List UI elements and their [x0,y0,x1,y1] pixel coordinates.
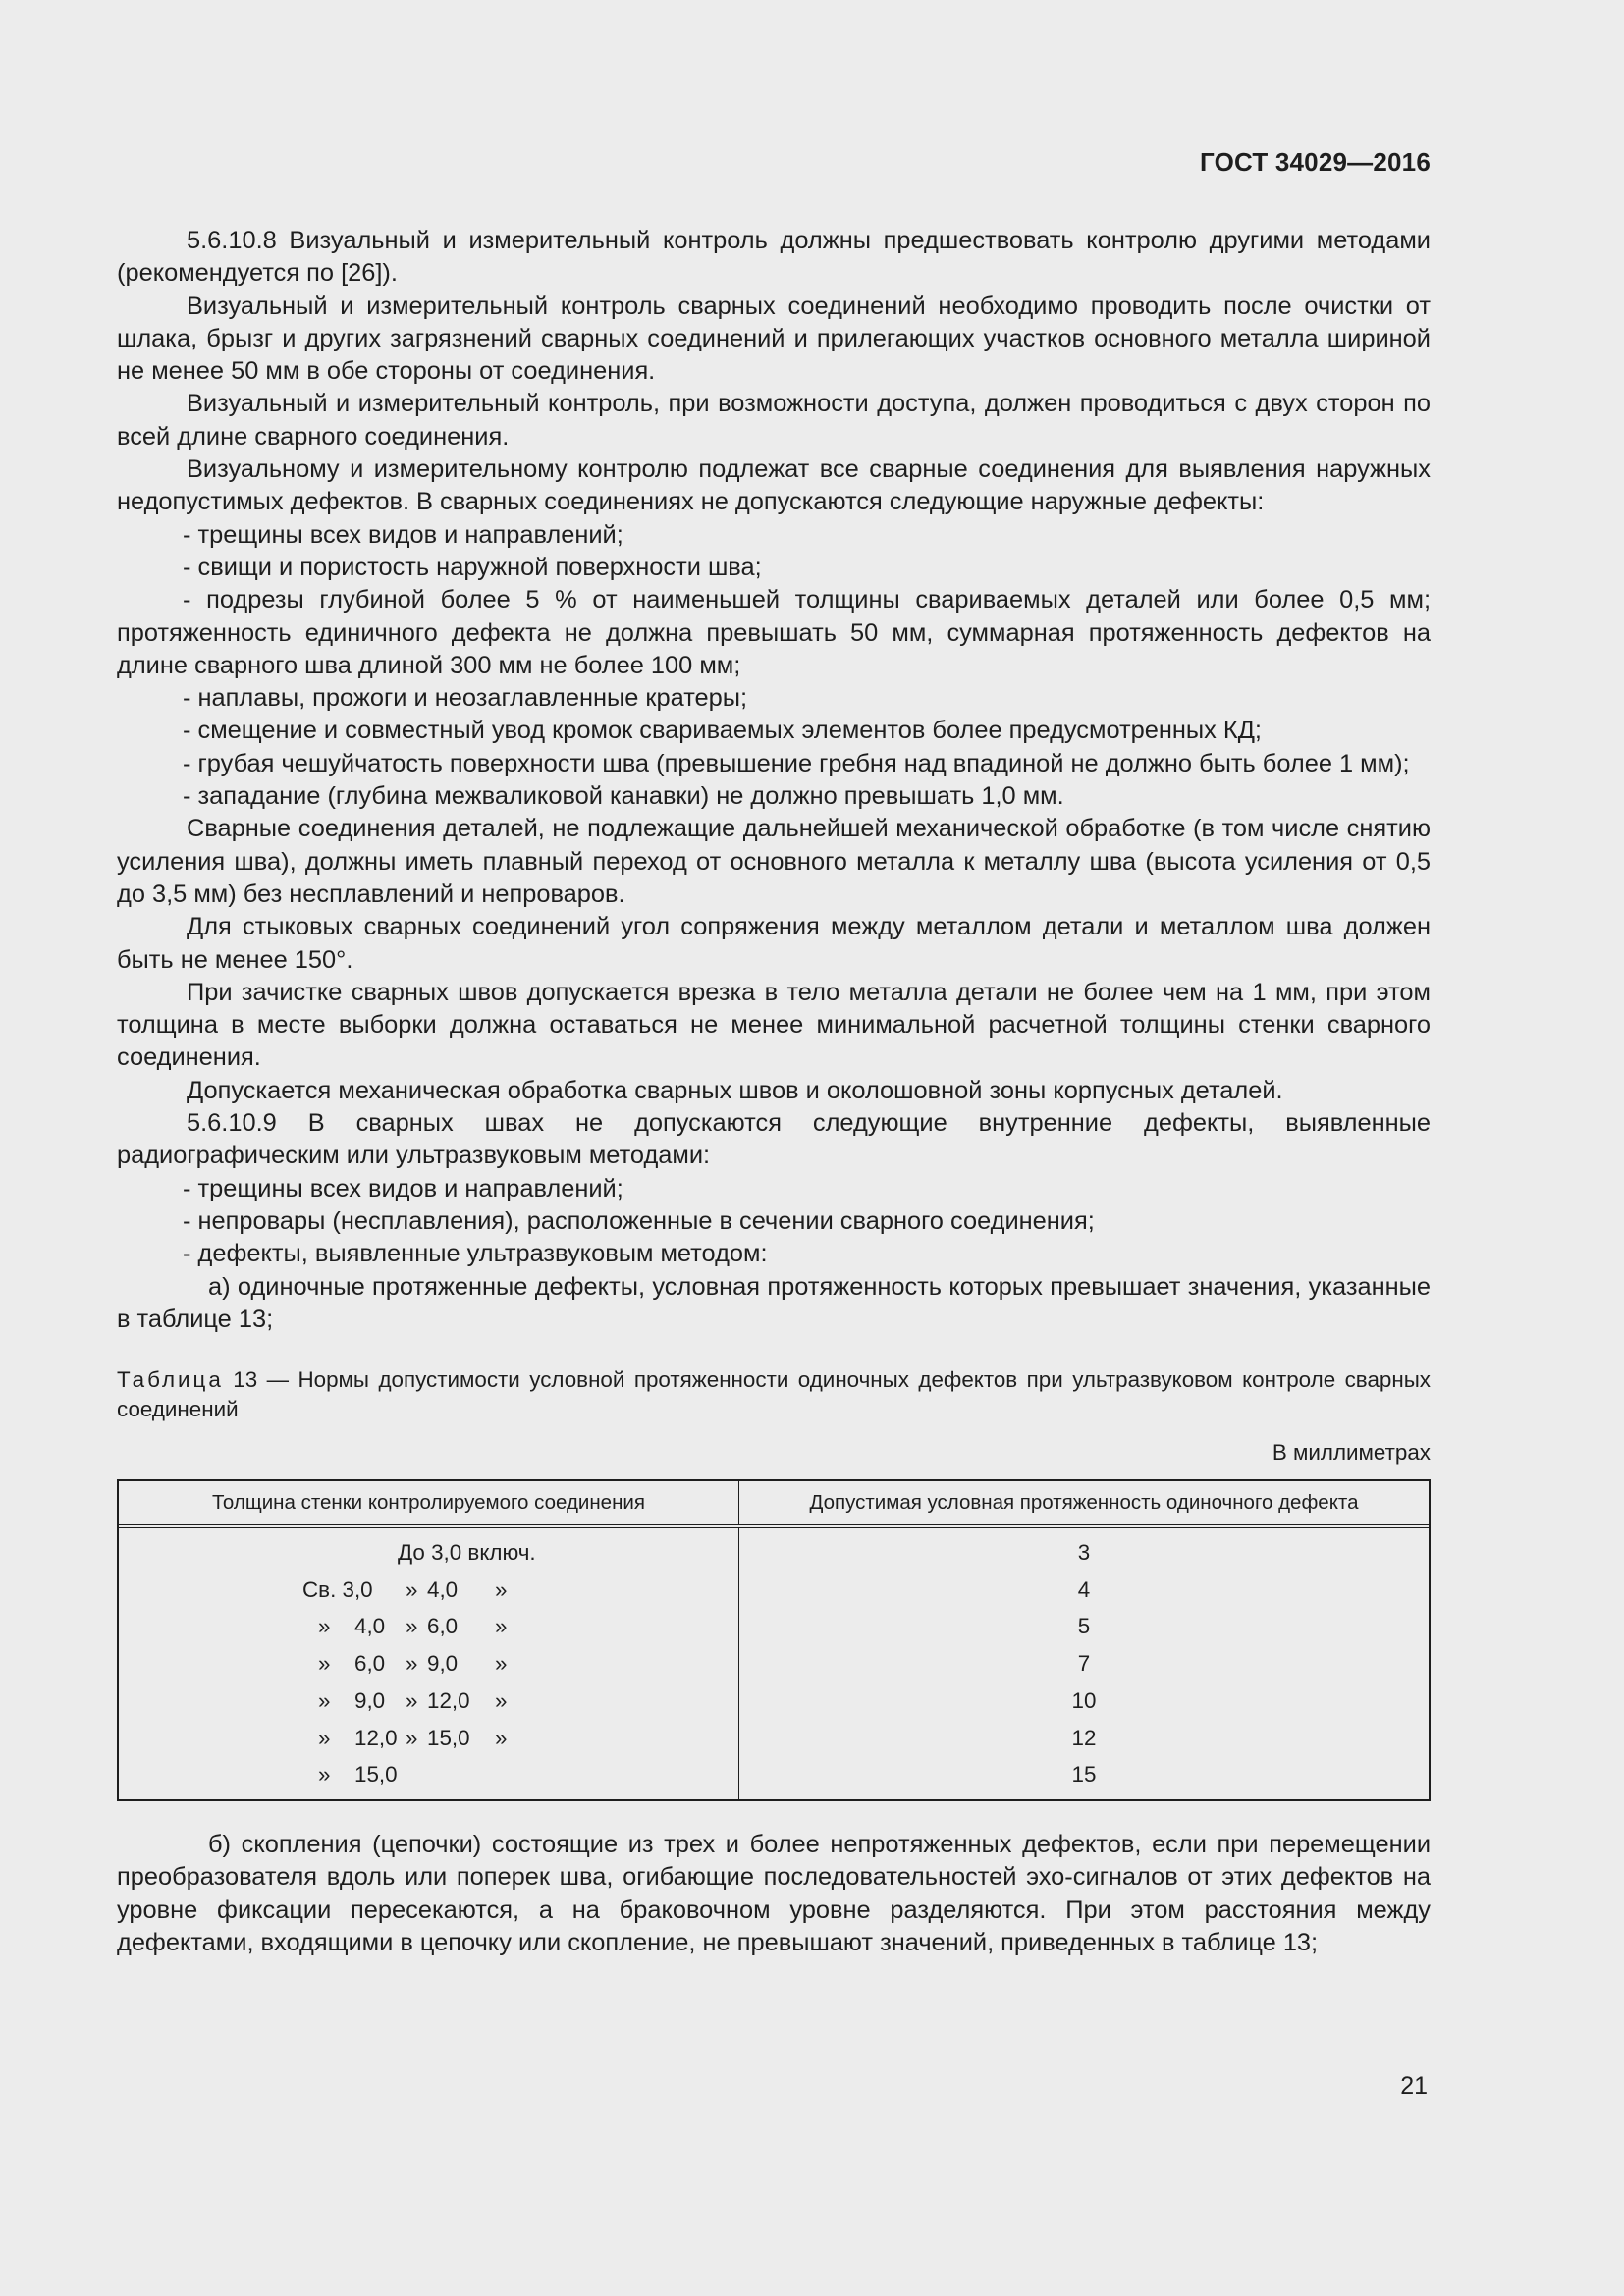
table-units: В миллиметрах [1272,1440,1431,1466]
page-number: 21 [1400,2072,1428,2100]
thickness-cell: » [406,1725,418,1750]
paragraph: а) одиночные протяженные дефекты, условная протяженность которых превышает значения, указанные в таблице 13; [117,1272,1431,1333]
list-item: - грубая чешуйчатость поверхности шва (превышение гребня над впадиной не должно быть более 1 мм); [183,749,1410,777]
length-cell: 4 [1077,1576,1091,1602]
thickness-cell: 6,0 [427,1614,459,1639]
thickness-cell: » [406,1576,418,1602]
length-cell: 10 [1071,1687,1097,1713]
paragraphs [117,225,1431,1336]
table-row [119,1756,738,1793]
paragraph: 5.6.10.9 В сварных швах не допускаются следующие внутренние дефекты, выявленные радиографическим или ультразвуковым методами: [117,1109,1431,1170]
table-header-length: Допустимая условная протяженность одиночного дефекта [809,1491,1359,1515]
thickness-cell: » [495,1725,508,1750]
paragraph: 5.6.10.8 Визуальный и измерительный контроль должны предшествовать контролю другими методами (рекомендуется по [26]). [117,227,1431,288]
table-row [119,1645,738,1682]
document-code: ГОСТ 34029—2016 [1200,147,1431,177]
thickness-cell: 4,0 [354,1614,386,1639]
thickness-cell: » [318,1762,331,1788]
thickness-cell: » [406,1687,418,1713]
paragraph: Визуальный и измерительный контроль сварных соединений необходимо проводить после очистки от шлака, брызг и других загрязнений сварных соединений и прилегающих участков основного металла шириной не менее 50 мм в обе стороны от соединения. [117,292,1431,386]
list-item: - дефекты, выявленные ультразвуковым методом: [183,1240,768,1268]
thickness-cell: 12,0 [427,1687,470,1713]
table-row [119,1572,738,1609]
list-item: - свищи и пористость наружной поверхности шва; [183,553,762,581]
table-body [119,1528,1429,1799]
list-item: - западание (глубина межваликовой канавки) не должно превышать 1,0 мм. [183,782,1064,811]
thickness-cell: » [495,1687,508,1713]
length-cell: 7 [1077,1651,1091,1677]
document-body [117,225,1431,1959]
paragraph: Для стыковых сварных соединений угол сопряжения между металлом детали и металлом шва должен быть не менее 150°. [117,913,1431,974]
thickness-cell: » [318,1687,331,1713]
length-cell: 5 [1077,1614,1091,1639]
paragraph: При зачистке сварных швов допускается врезка в тело металла детали не более чем на 1 мм, при этом толщина в месте выборки должна оставаться не менее минимальной расчетной толщины стенки сварного соединения. [117,978,1431,1072]
list-item: - подрезы глубиной более 5 % от наименьшей толщины свариваемых деталей или более 0,5 мм; протяженность единичного дефекта не должна превышать 50 мм, суммарная протяженность дефектов на длине сварного шва длиной 300 мм не более 100 мм; [117,586,1431,679]
thickness-cell: » [318,1725,331,1750]
length-cell: 12 [1071,1725,1097,1750]
paragraph: Визуальному и измерительному контролю подлежат все сварные соединения для выявления наружных недопустимых дефектов. В сварных соединениях не допускаются следующие наружные дефекты: [117,455,1431,516]
paragraph: Сварные соединения деталей, не подлежащие дальнейшей механической обработке (в том числе снятию усиления шва), должны иметь плавный переход от основного металла к металлу шва (высота усиления от 0,5 до 3,5 мм) без несплавлений и непроваров. [117,815,1431,908]
table-row [119,1720,738,1757]
table-caption [117,1365,1431,1424]
length-cell: 3 [1077,1540,1091,1566]
list-item: - трещины всех видов и направлений; [183,1174,623,1202]
thickness-cell: 12,0 [354,1725,398,1750]
thickness-cell: 15,0 [354,1762,398,1788]
length-column [739,1528,1429,1799]
thickness-cell: » [495,1614,508,1639]
list-item: - наплавы, прожоги и неозаглавленные кратеры; [183,684,748,713]
thickness-cell: Св. 3,0 [302,1576,373,1602]
thickness-cell: » [495,1651,508,1677]
thickness-cell: » [406,1651,418,1677]
thickness-cell: До 3,0 включ. [398,1540,536,1566]
table-header-row [119,1481,1429,1528]
defect-norms-table [117,1479,1431,1801]
paragraph: Визуальный и измерительный контроль, при возможности доступа, должен проводиться с двух сторон по всей длине сварного соединения. [117,390,1431,451]
list-item: - непровары (несплавления), расположенные в сечении сварного соединения; [183,1206,1095,1235]
thickness-cell: 15,0 [427,1725,470,1750]
table-header-thickness: Толщина стенки контролируемого соединения [119,1481,739,1524]
thickness-cell: 9,0 [354,1687,386,1713]
table-row [119,1608,738,1645]
thickness-cell: 6,0 [354,1651,386,1677]
length-cell: 15 [1071,1762,1097,1788]
paragraph: Допускается механическая обработка сварных швов и околошовной зоны корпусных деталей. [187,1076,1283,1104]
thickness-cell: » [495,1576,508,1602]
table-caption-text: 13 — Нормы допустимости условной протяженности одиночных дефектов при ультразвуковом контроле сварных соединений [117,1367,1431,1422]
thickness-column [119,1528,739,1799]
list-item: - трещины всех видов и направлений; [183,520,623,549]
list-item: - смещение и совместный увод кромок свариваемых элементов более предусмотренных КД; [183,717,1262,745]
thickness-cell: » [406,1614,418,1639]
thickness-cell: 9,0 [427,1651,459,1677]
table-row [119,1682,738,1720]
thickness-cell: 4,0 [427,1576,459,1602]
thickness-cell: » [318,1614,331,1639]
table-caption-label: Таблица [117,1367,224,1393]
table-row [119,1534,738,1572]
paragraph-b: б) скопления (цепочки) состоящие из трех и более непротяженных дефектов, если при перемещении преобразователя вдоль или поперек шва, огибающие последовательностей эхо-сигналов от этих дефектов на уровне фиксации пересекаются, а на браковочном уровне разделяются. При этом расстояния между дефектами, входящими в цепочку или скопление, не превышают значений, приведенных в таблице 13; [117,1830,1431,1956]
thickness-cell: » [318,1651,331,1677]
